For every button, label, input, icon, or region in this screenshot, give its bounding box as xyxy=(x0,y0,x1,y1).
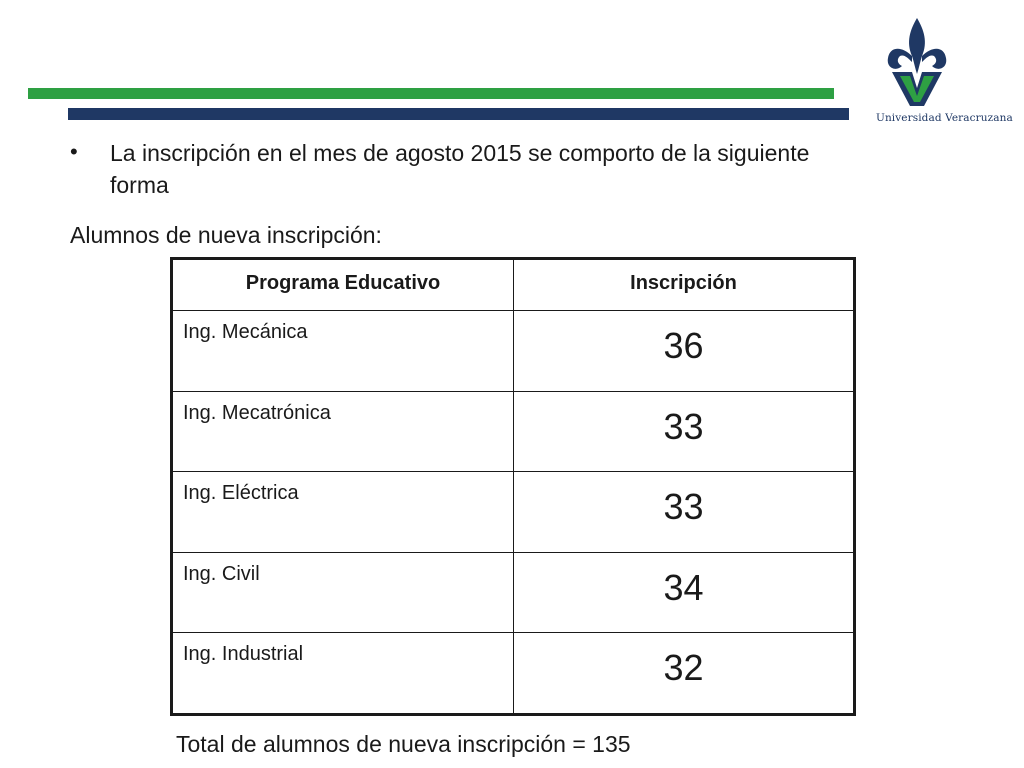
bullet-marker: • xyxy=(70,139,78,164)
table-header-row xyxy=(172,259,855,311)
program-name: Ing. Industrial xyxy=(172,633,514,715)
enrollment-count: 33 xyxy=(514,472,855,552)
header-program: Programa Educativo xyxy=(172,259,514,311)
university-logo xyxy=(876,16,1016,128)
table-row xyxy=(172,391,855,471)
program-name: Ing. Mecatrónica xyxy=(172,391,514,471)
table-row xyxy=(172,633,855,715)
enrollment-count: 33 xyxy=(514,391,855,471)
total-line: Total de alumnos de nueva inscripción = 135 xyxy=(176,731,631,757)
enrollment-count: 36 xyxy=(514,311,855,391)
program-name: Ing. Eléctrica xyxy=(172,472,514,552)
fleur-de-lis-icon xyxy=(882,16,952,112)
subtitle: Alumnos de nueva inscripción: xyxy=(70,222,382,248)
table-row xyxy=(172,472,855,552)
navy-header-bar xyxy=(68,108,849,120)
university-name: Universidad Veracruzana xyxy=(876,112,1013,124)
enrollment-table xyxy=(170,257,856,716)
green-header-bar xyxy=(28,88,834,99)
table-row xyxy=(172,311,855,391)
table-row xyxy=(172,552,855,632)
enrollment-count: 34 xyxy=(514,552,855,632)
program-name: Ing. Civil xyxy=(172,552,514,632)
header-enrollment: Inscripción xyxy=(514,259,855,311)
bullet-text: La inscripción en el mes de agosto 2015 se comporto de la siguiente forma xyxy=(110,140,810,198)
program-name: Ing. Mecánica xyxy=(172,311,514,391)
enrollment-count: 32 xyxy=(514,633,855,715)
